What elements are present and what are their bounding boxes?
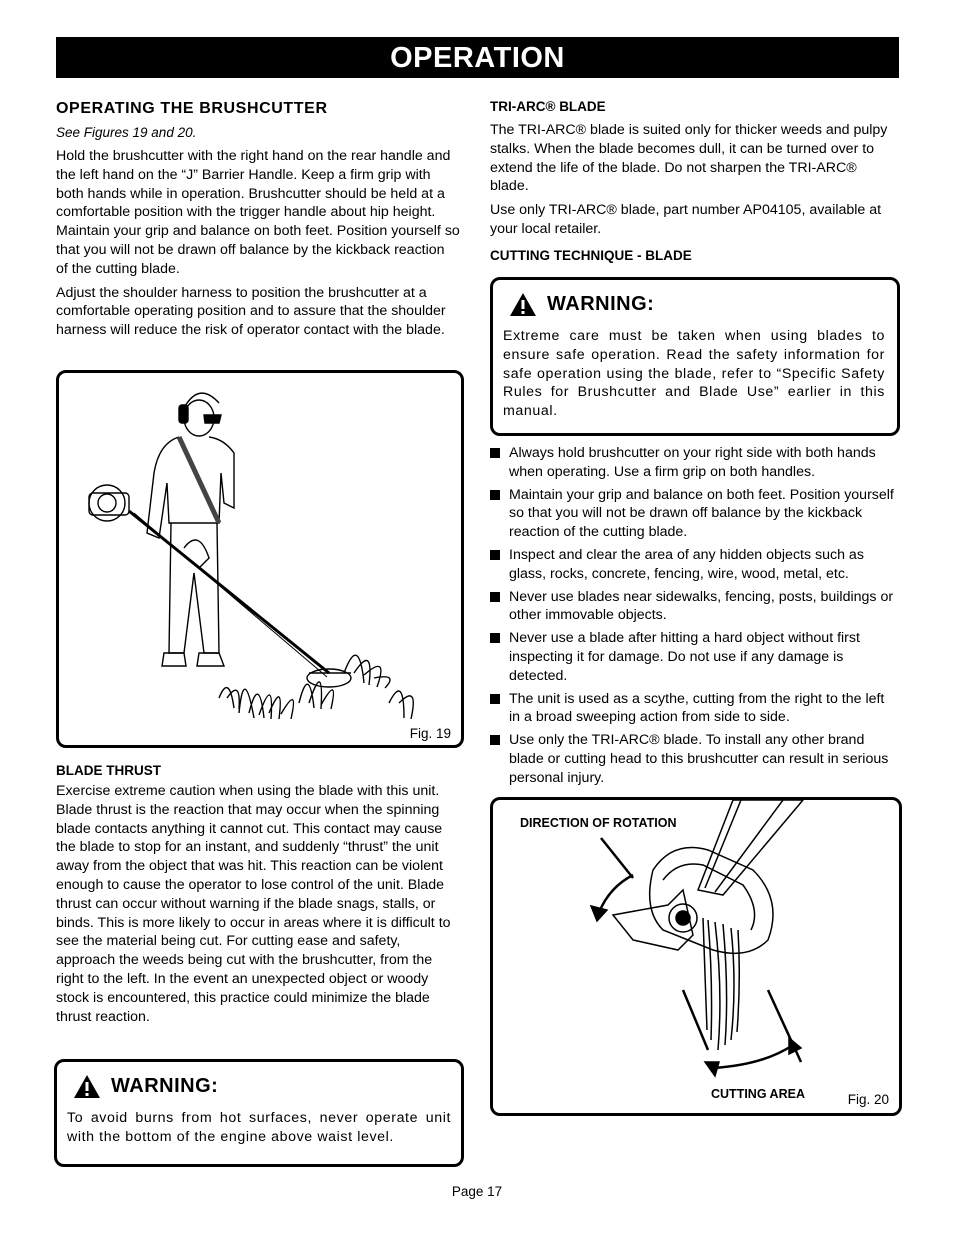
triarc-paragraph-1: The TRI-ARC® blade is suited only for thicker weeds and pulpy stalks. When the blade becomes dull, it can be turned over to extend the life of the blade. Do not sharpen the TRI-ARC® blade. [490, 122, 888, 195]
direction-of-rotation-label: DIRECTION OF ROTATION [520, 816, 677, 830]
figure-19-label: Fig. 19 [409, 726, 451, 741]
page-title-banner: OPERATION [56, 37, 899, 78]
page-number: Page 17 [451, 1184, 503, 1199]
blade-rotation-illustration [493, 800, 899, 1113]
right-column [490, 98, 898, 270]
bullet-square-icon [490, 694, 500, 704]
warning-triangle-icon [509, 292, 537, 317]
warning-title: WARNING: [547, 293, 655, 315]
triarc-heading: TRI-ARC® BLADE [490, 99, 606, 114]
figure-19 [56, 370, 464, 748]
warning-triangle-icon [73, 1074, 101, 1099]
blade-thrust-text: Exercise extreme caution when using the blade with this unit. Blade thrust is the reaction that may occur when the spinning blade contacts anything it cannot cut. This contact may cause the blade to stop for an instant, and suddenly “thrust” the unit away from the object that was hit. This reaction can be violent enough to cause the operator to lose control of the unit. Blade thrust can occur without warning if the blade snags, stalls, or binds. This is more likely to occur in areas where it is difficult to see the material being cut. For cutting ease and safety, approach the weeds being cut with the brushcutter, from the right to the left. In the event an unexpected object or woody stock is encountered, this practice could minimize the blade thrust reaction. [56, 783, 451, 1025]
warning-text: To avoid burns from hot surfaces, never operate unit with the bottom of the engine above waist level. [67, 1110, 451, 1145]
warning-box-hot-surfaces [54, 1059, 464, 1167]
figure-20 [490, 797, 902, 1116]
section-heading: OPERATING THE BRUSHCUTTER [56, 100, 328, 117]
figure-20-label: Fig. 20 [847, 1092, 889, 1107]
blade-thrust-section [56, 762, 460, 1031]
warning-title: WARNING: [111, 1075, 219, 1097]
bullet-item: The unit is used as a scythe, cutting from the right to the left in a broad sweeping action from side to side. [490, 690, 898, 728]
triarc-paragraph-2: Use only TRI-ARC® blade, part number AP04105, available at your local retailer. [490, 202, 882, 237]
safety-bullets [490, 444, 898, 792]
bullet-square-icon [490, 550, 500, 560]
bullet-item: Inspect and clear the area of any hidden objects such as glass, rocks, concrete, fencing, wire, wood, metal, etc. [490, 546, 898, 584]
bullet-item: Never use blades near sidewalks, fencing, posts, buildings or other immovable objects. [490, 588, 898, 626]
bullet-square-icon [490, 448, 500, 458]
bullet-item: Use only the TRI-ARC® blade. To install any other brand blade or cutting head to this brushcutter can result in serious personal injury. [490, 731, 898, 787]
bullet-square-icon [490, 490, 500, 500]
brushcutter-operator-illustration [59, 373, 461, 745]
warning-text: Extreme care must be taken when using blades to ensure safe operation. Read the safety information for safe operation using the blade, refer to “Specific Safety Rules for Brushcutter and Blade Use” earlier in this manual. [503, 328, 885, 420]
bullet-square-icon [490, 592, 500, 602]
left-column [56, 99, 460, 345]
bullet-item: Never use a blade after hitting a hard object without first inspecting it for damage. Do not use if any damage is detected. [490, 629, 898, 685]
bullet-square-icon [490, 735, 500, 745]
paragraph-grip: Hold the brushcutter with the right hand on the rear handle and the left hand on the “J” Barrier Handle. Keep a firm grip with both hands while in operation. Brushcutter should be held at a comfortable position with the trigger handle about hip height. Maintain your grip and balance on both feet. Position yourself so that you will not be drawn off balance by the kickback reaction of the cutting blade. [56, 148, 460, 277]
figure-reference: See Figures 19 and 20. [56, 125, 197, 140]
warning-box-blade-safety [490, 277, 900, 436]
blade-thrust-heading: BLADE THRUST [56, 763, 161, 778]
technique-heading: CUTTING TECHNIQUE - BLADE [490, 247, 692, 263]
cutting-area-label: CUTTING AREA [711, 1087, 805, 1101]
bullet-item: Always hold brushcutter on your right side with both hands when operating. Use a firm grip on both handles. [490, 444, 898, 482]
bullet-square-icon [490, 633, 500, 643]
paragraph-harness: Adjust the shoulder harness to position the brushcutter at a comfortable operating position and to assure that the shoulder harness will reduce the risk of operator contact with the blade. [56, 284, 446, 339]
bullet-item: Maintain your grip and balance on both feet. Position yourself so that you will not be drawn off balance by the kickback reaction of the cutting blade. [490, 486, 898, 542]
